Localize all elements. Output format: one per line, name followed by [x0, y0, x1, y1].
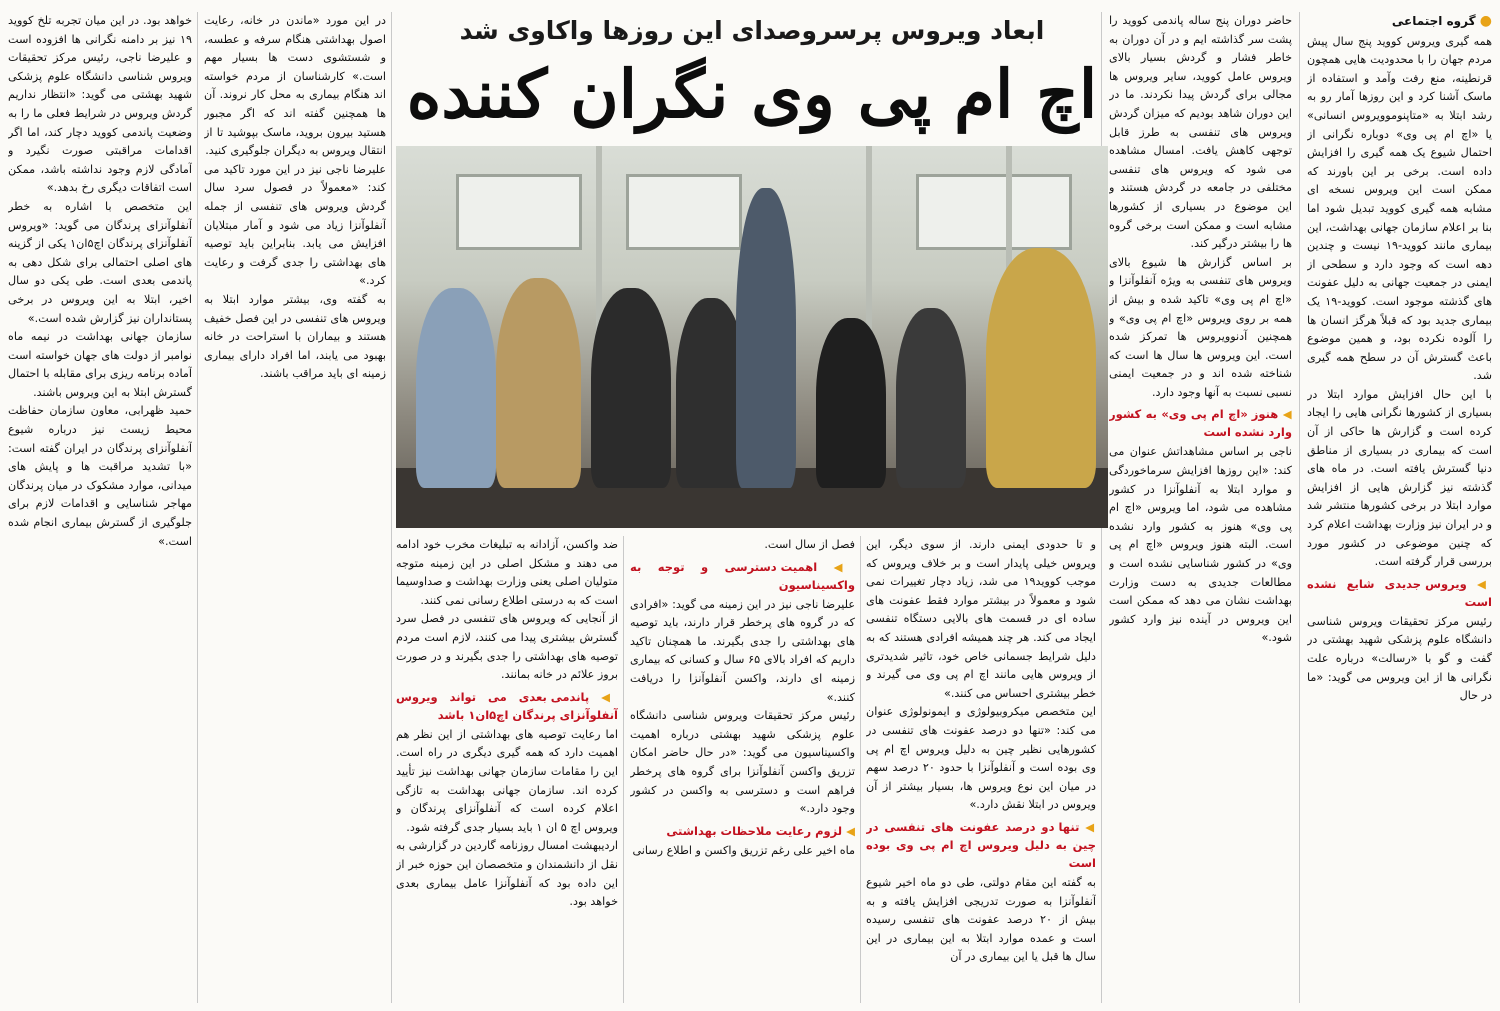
article-headline: اچ ام پی وی نگران کننده — [406, 55, 1098, 133]
column-6 — [204, 12, 386, 532]
paragraph: این متخصص با اشاره به خطر آنفلوآنزای پرندگان می گوید: «ویروس آنفلوآنزای پرندگان اچ۵ان۱ یکی از گزینه های اصلی احتمالی برای شکل دهی به پاندمی بعدی است. طی یکی دو سال اخیر، ابتلا به این ویروس در برخی پستانداران نیز گزارش شده است.» — [8, 199, 192, 325]
column-divider — [391, 12, 392, 1003]
paragraph: بر اساس گزارش ها شیوع بالای ویروس های تنفسی به ویژه آنفلوآنزا و «اچ ام پی وی» تاکید شده و بیش از همه بر روی ویروس «اچ ام پی وی» و همچنین آدنوویروس ها تمرکز شده است. این ویروس ها سال ها است که شناخته شده اند و در جمعیت ایمنی نسبی نسبت به آنها وجود دارد. — [1109, 255, 1292, 399]
triangle-icon: ◀ — [833, 559, 855, 574]
column-1 — [1307, 12, 1492, 1004]
paragraph: ماه اخیر علی رغم تزریق واکسن و اطلاع رسانی — [632, 843, 855, 857]
passenger — [896, 308, 966, 488]
paragraph: علیرضا ناجی نیز در این زمینه می گوید: «افرادی که در گروه های پرخطر قرار دارند، باید توصیه های بهداشتی را جدی بگیرند. ما همچنان تاکید داریم که افراد بالای ۶۵ سال و کسانی که بیماری زمینه ای دارند، واکسن آنفلوآنزا را دریافت کنند.» — [630, 597, 855, 704]
column-divider — [197, 12, 198, 1003]
passenger — [736, 188, 796, 488]
paragraph: فصل از سال است. — [764, 538, 855, 551]
triangle-icon: ◀ — [1085, 819, 1096, 834]
paragraph: علیرضا ناجی نیز در این مورد تاکید می کند: «معمولاً در فصول سرد سال گردش ویروس های تنفسی از جمله آنفلوآنزا زیاد می شود و آمار مبتلایان افزایش می یابد. بنابراین باید توصیه های بهداشتی را جدی گرفت و رعایت کرد.» — [204, 162, 386, 288]
subheading: ◀ هنوز «اچ ام پی وی» به کشور وارد نشده است — [1109, 407, 1292, 440]
section-label: ● گروه اجتماعی — [1391, 13, 1492, 29]
article-kicker: ابعاد ویروس پرسروصدای این روزها واکاوی شد — [459, 16, 1045, 45]
paragraph: ناجی بر اساس مشاهداتش عنوان می کند: «این روزها افزایش سرماخوردگی و موارد ابتلا به آنفلوآنزا در کشور مشاهده می شود، اما ویروس «اچ ام پی وی» هنوز به کشور وارد نشده است. البته هنوز ویروس «اچ ام پی وی» در کشور شناسایی نشده است و مطالعات جدیدی به دست وزارت بهداشت نشان می دهد که ممکن است این ویروس در آینده نیز وارد کشور شود.» — [1109, 445, 1292, 645]
train-window — [626, 174, 742, 250]
passenger — [591, 288, 671, 488]
train-window — [456, 174, 582, 250]
paragraph: اما رعایت توصیه های بهداشتی از این نظر هم اهمیت دارد که همه گیری دیگری در راه است. این را مقامات سازمان جهانی بهداشت نیز تأیید کرده اند. سازمان جهانی بهداشت به تازگی اعلام کرده است که آنفلوآنزای پرندگان و ویروس اچ ۵ ان ۱ باید بسیار جدی گرفته شود. — [396, 727, 618, 834]
subheading: ◀ اهمیت دسترسی و توجه به واکسیناسیون — [630, 559, 855, 592]
triangle-icon: ◀ — [1282, 407, 1292, 422]
paragraph: در این مورد «ماندن در خانه، رعایت اصول بهداشتی هنگام سرفه و عطسه، و شستشوی دست ها بسیار مهم است.» کارشناسان از مردم خواسته اند هنگام بیماری به محل کار نروند. آن ها همچنین گفته اند که اگر مجبور هستید بیرون بروید، ماسک بپوشید تا از انتقال ویروس به دیگران جلوگیری کنید. — [204, 14, 386, 158]
subheading: ◀ تنها دو درصد عفونت های تنفسی در چین به دلیل ویروس اچ ام پی وی بوده است — [866, 819, 1096, 870]
paragraph: حاضر دوران پنج ساله پاندمی کووید را پشت سر گذاشته ایم و در آن دوران به خاطر فشار و گردش بسیار بالای ویروس عامل کووید، سایر ویروس ها مجالی برای گردش پیدا نکردند. ما در این دوران شاهد بودیم که میزان گردش ویروس های تنفسی به طرز قابل توجهی کاهش یافت. امسال مشاهده می شود که ویروس های تنفسی مختلفی در جامعه در گردش هستند و این موضوع در بسیاری از کشورها مشابه است و ممکن است برخی گروه ها را بیشتر درگیر کند. — [1109, 14, 1292, 251]
column-2 — [1109, 12, 1292, 1004]
paragraph: رئیس مرکز تحقیقات ویروس شناسی دانشگاه علوم پزشکی شهید بهشتی در گفت و گو با «رسالت» درباره علت نگرانی ها از این ویروس می گوید: «ما در حال — [1307, 614, 1492, 703]
passenger — [816, 318, 886, 488]
metro-passengers-photo — [396, 146, 1108, 528]
column-divider — [1299, 12, 1300, 1003]
paragraph: همه گیری ویروس کووید پنج سال پیش مردم جهان را با محدودیت هایی همچون قرنطینه، منع رفت وآمد و استفاده از ماسک آشنا کرد و این روزها آمار رو به رشد ابتلا به «متاپنوموویروس انسانی» یا «اچ ام پی وی» دوباره نگرانی از احتمال شیوع یک همه گیری را افزایش داده است. برخی بر این باورند که ممکن است این ویروس نسخه ای مشابه همه گیری کووید تبدیل شود اما بنا بر اعلام سازمان جهانی بهداشت، این بیماری مانند کووید-۱۹ نیست و چندین دهه است که وجود دارد و سطحی از ایمنی در جمعیت جهانی به دلیل عفونت های گذشته موجود است. کووید-۱۹ یک بیماری جدید بود که قبلاً هرگز انسان ها را آلوده نکرده بود، و همین موضوع باعث گسترش آن در سطح همه گیری شد. — [1307, 34, 1492, 383]
column-7 — [8, 12, 192, 1004]
paragraph: به گفته وی، بیشتر موارد ابتلا به ویروس های تنفسی در این فصل خفیف هستند و بیماران با استراحت در خانه بهبود می یابند، اما افراد دارای بیماری زمینه ای باید مراقب باشند. — [204, 292, 386, 381]
bullet-dot-icon: ● — [1479, 13, 1492, 29]
paragraph: سازمان جهانی بهداشت در نیمه ماه نوامبر از دولت های جهان خواسته است آماده برنامه ریزی برای مقابله با احتمال گسترش ابتلا به این ویروس باشند. — [8, 330, 192, 399]
column-divider — [623, 536, 624, 1003]
triangle-icon: ◀ — [1476, 576, 1492, 591]
paragraph: به گفته این مقام دولتی، طی دو ماه اخیر شیوع آنفلوآنزا به صورت تدریجی افزایش یافته و به بیش از ۲۰ درصد عفونت های تنفسی رسیده است و عمده موارد ابتلا به این بیماری در این سال ها قبل یا این بیماری در آن — [866, 875, 1096, 964]
paragraph: حمید ظهرابی، معاون سازمان حفاظت محیط زیست نیز درباره شیوع آنفلوآنزای پرندگان در ایران گفته است: «با تشدید مراقبت ها و پایش های میدانی، موارد مشکوک در میان پرندگان مهاجر شناسایی و اقدامات لازم برای جلوگیری از گسترش بیماری انجام شده است.» — [8, 404, 192, 548]
paragraph: رئیس مرکز تحقیقات ویروس شناسی دانشگاه علوم پزشکی شهید بهشتی درباره اهمیت واکسیناسیون می گوید: «در حال حاضر امکان تزریق واکسن آنفلوآنزا برای گروه های پرخطر فراهم است و دسترسی به واکسن در کشور وجود دارد.» — [630, 709, 855, 816]
column-5 — [396, 536, 618, 1004]
triangle-icon: ◀ — [601, 689, 618, 704]
paragraph: و تا حدودی ایمنی دارند. از سوی دیگر، این ویروس خیلی پایدار است و بر خلاف ویروس که موجب کووید۱۹ می شد، زیاد دچار تغییرات نمی شود و معمولاً در بیشتر موارد فقط عفونت های ساده ای در قسمت های بالایی دستگاه تنفسی ایجاد می کند. هر چند همیشه افرادی هستند که به دلیل شرایط جسمانی خاص خود، تاثیر شدیدتری از ویروس هایی مانند اچ ام پی وی می گیرند و خطر بیشتری احساس می کنند.» — [866, 538, 1096, 700]
column-divider — [860, 536, 861, 1003]
paragraph: از آنجایی که ویروس های تنفسی در فصل سرد گسترش بیشتری پیدا می کنند، لازم است مردم توصیه های بهداشتی را جدی بگیرند و در صورت بروز علائم در خانه بمانند. — [396, 612, 618, 682]
column-3 — [866, 536, 1096, 1004]
passenger — [416, 288, 496, 488]
triangle-icon: ◀ — [846, 823, 855, 838]
passenger — [496, 278, 581, 488]
paragraph: با این حال افزایش موارد ابتلا در بسیاری از کشورها نگرانی هایی را ایجاد کرده است و گزارش ها حاکی از آن است که بیماری در بسیاری از مناطق دنیا گسترش یافته است. در ماه های گذشته نیز گزارش هایی از افزایش موارد ابتلا در برخی کشورها منتشر شد و در ایران نیز وزارت بهداشت اعلام کرد که چنین موضوعی در کشور مورد بررسی قرار گرفته است. — [1307, 387, 1492, 569]
paragraph: ضد واکسن، آزادانه به تبلیغات مخرب خود ادامه می دهند و مشکل اصلی در این زمینه متوجه متولیان اصلی یعنی وزارت بهداشت و صداوسیما است که به درستی اطلاع رسانی نمی کنند. — [396, 538, 618, 607]
passenger — [986, 248, 1096, 488]
paragraph: خواهد بود. در این میان تجربه تلخ کووید ۱۹ نیز بر دامنه نگرانی ها افزوده است و علیرضا ناجی، رئیس مرکز تحقیقات ویروس شناسی دانشگاه علوم پزشکی شهید بهشتی می گوید: «انتظار نداریم گردش ویروس در شرایط فعلی ما را به وضعیت پاندمی کووید دچار کند، اما اگر اقدامات مراقبتی صورت نگیرد و آمادگی لازم وجود نداشته باشد، ممکن است اتفاقات دیگری رخ بدهد.» — [8, 14, 192, 195]
train-window — [916, 174, 1072, 250]
subheading: ◀ ویروس جدیدی شایع نشده است — [1307, 576, 1492, 609]
paragraph: این متخصص میکروبیولوژی و ایمونولوژی عنوان می کند: «تنها دو درصد عفونت های تنفسی در کشورهایی نظیر چین به دلیل ویروس اچ ام پی وی بوده است و آنفلوآنزا با حدود ۲۰ درصد سهم در میان این نوع ویروس ها، بسیار بیشتر از آن ویروس در ابتلا نقش دارد.» — [866, 705, 1096, 812]
subheading: ◀ لزوم رعایت ملاحظات بهداشتی — [666, 823, 855, 838]
column-4 — [630, 536, 855, 1004]
subheading: ◀ پاندمی بعدی می تواند ویروس آنفلوآنزای پرندگان اچ۵ان۱ باشد — [396, 689, 618, 722]
paragraph: اردیبهشت امسال روزنامه گاردین در گزارشی به نقل از دانشمندان و متخصصان این حوزه خبر از این داده بود که آنفلوآنزا عامل بیماری بعدی خواهد بود. — [396, 839, 618, 909]
